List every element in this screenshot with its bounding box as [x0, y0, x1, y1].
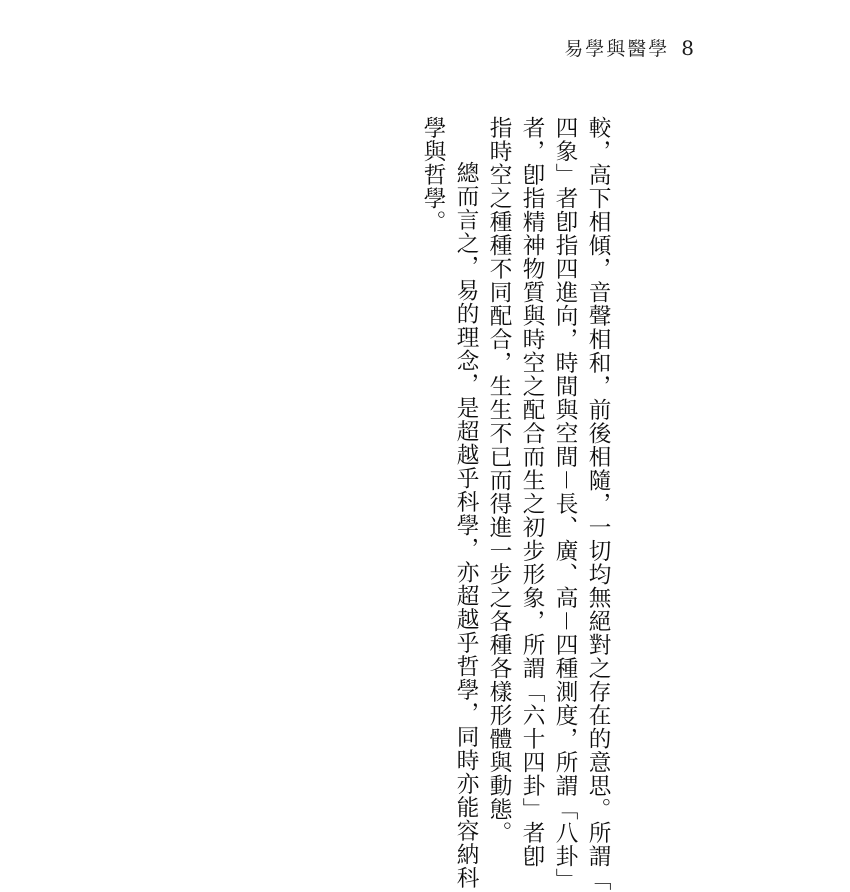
text-column: 指時空之種種不同配合，生生不已而得進一步之各種各樣形體與動態。	[486, 116, 512, 845]
text-column: 學與哲學。	[420, 116, 446, 234]
vertical-body-text	[416, 116, 614, 892]
text-column: 較，高下相傾，音聲相和，前後相隨，一切均無絕對之存在的意思。所謂「	[585, 116, 611, 892]
page-number: 8	[681, 36, 696, 60]
text-column-paragraph-start: 總而言之，易的理念，是超越乎科學，亦超越乎哲學，同時亦能容納科	[453, 161, 479, 890]
book-title: 易學與醫學	[564, 38, 670, 60]
text-column: 者，卽指精神物質與時空之配合而生之初步形象，所謂「六十四卦」者卽	[519, 116, 545, 868]
running-header	[564, 34, 696, 61]
text-column: 四象」者卽指四進向，時間與空間－長、廣、高－四種測度，所謂「八卦」	[552, 116, 578, 892]
